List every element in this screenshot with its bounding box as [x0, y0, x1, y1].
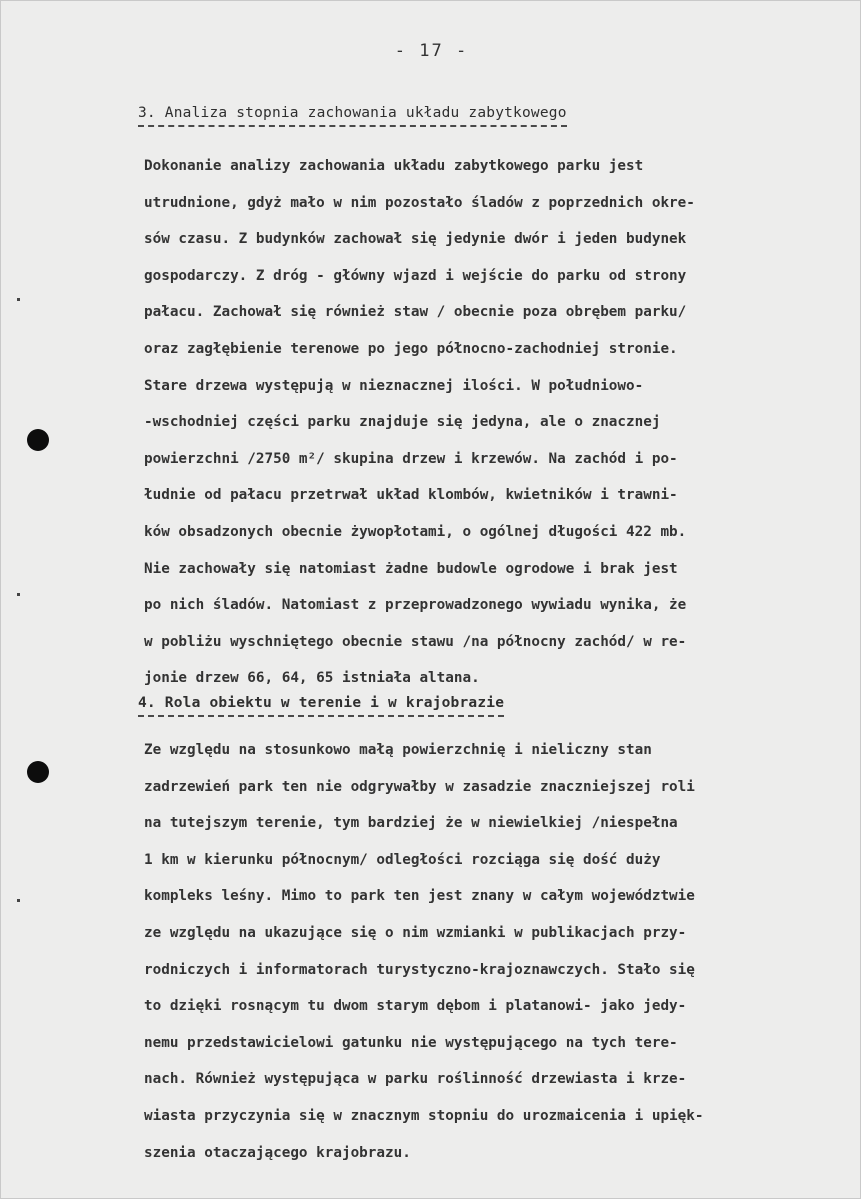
text-line: 1 km w kierunku północnym/ odległości rozciąga się dość duży	[144, 851, 661, 868]
text-line: zadrzewień park ten nie odgrywałby w zasadzie znaczniejszej roli	[144, 778, 695, 795]
text-line: ze względu na ukazujące się o nim wzmianki w publikacjach przy-	[144, 924, 687, 941]
text-line: pałacu. Zachował się również staw / obecnie poza obrębem parku/	[144, 304, 687, 321]
punch-hole	[27, 429, 49, 451]
section-3-heading: 3. Analiza stopnia zachowania układu zabytkowego	[138, 105, 567, 127]
text-line: rodniczych i informatorach turystyczno-krajoznawczych. Stało się	[144, 961, 695, 978]
text-line: sów czasu. Z budynków zachował się jedynie dwór i jeden budynek	[144, 231, 687, 248]
text-line: nemu przedstawicielowi gatunku nie występującego na tych tere-	[144, 1034, 678, 1051]
text-line: -wschodniej części parku znajduje się jedyna, ale o znacznej	[144, 414, 661, 431]
text-line: powierzchni /2750 m²/ skupina drzew i krzewów. Na zachód i po-	[144, 450, 678, 467]
text-line: Ze względu na stosunkowo małą powierzchnię i nieliczny stan	[144, 742, 652, 758]
text-line: szenia otaczającego krajobrazu.	[144, 1144, 411, 1161]
page-number: - 17 -	[394, 41, 469, 61]
section-4-heading: 4. Rola obiektu w terenie i w krajobrazie	[138, 695, 504, 717]
text-line: jonie drzew 66, 64, 65 istniała altana.	[144, 670, 480, 687]
text-line: Dokonanie analizy zachowania układu zabytkowego parku jest	[144, 158, 644, 174]
margin-mark	[17, 593, 20, 596]
text-line: po nich śladów. Natomiast z przeprowadzonego wywiadu wynika, że	[144, 597, 687, 614]
text-line: Nie zachowały się natomiast żadne budowle ogrodowe i brak jest	[144, 560, 678, 577]
text-line: nach. Również występująca w parku roślinność drzewiasta i krze-	[144, 1071, 687, 1088]
text-line: Stare drzewa występują w nieznacznej ilości. W południowo-	[144, 377, 644, 394]
section-3-paragraph	[144, 148, 824, 697]
text-line: ków obsadzonych obecnie żywopłotami, o ogólnej długości 422 mb.	[144, 523, 687, 540]
text-line: wiasta przyczynia się w znacznym stopniu do urozmaicenia i upięk-	[144, 1107, 704, 1124]
punch-hole	[27, 761, 49, 783]
text-line: kompleks leśny. Mimo to park ten jest znany w całym województwie	[144, 888, 695, 905]
text-line: gospodarczy. Z dróg - główny wjazd i wejście do parku od strony	[144, 267, 687, 284]
margin-mark	[17, 298, 20, 301]
text-line: łudnie od pałacu przetrwał układ klombów, kwietników i trawni-	[144, 487, 678, 504]
text-line: to dzięki rosnącym tu dwom starym dębom i platanowi- jako jedy-	[144, 998, 687, 1015]
section-4-paragraph	[144, 732, 824, 1171]
text-line: na tutejszym terenie, tym bardziej że w niewielkiej /niespełna	[144, 815, 678, 832]
text-line: utrudnione, gdyż mało w nim pozostało śladów z poprzednich okre-	[144, 194, 695, 211]
margin-mark	[17, 899, 20, 902]
text-line: w pobliżu wyschniętego obecnie stawu /na północny zachód/ w re-	[144, 633, 687, 650]
text-line: oraz zagłębienie terenowe po jego północno-zachodniej stronie.	[144, 340, 678, 357]
